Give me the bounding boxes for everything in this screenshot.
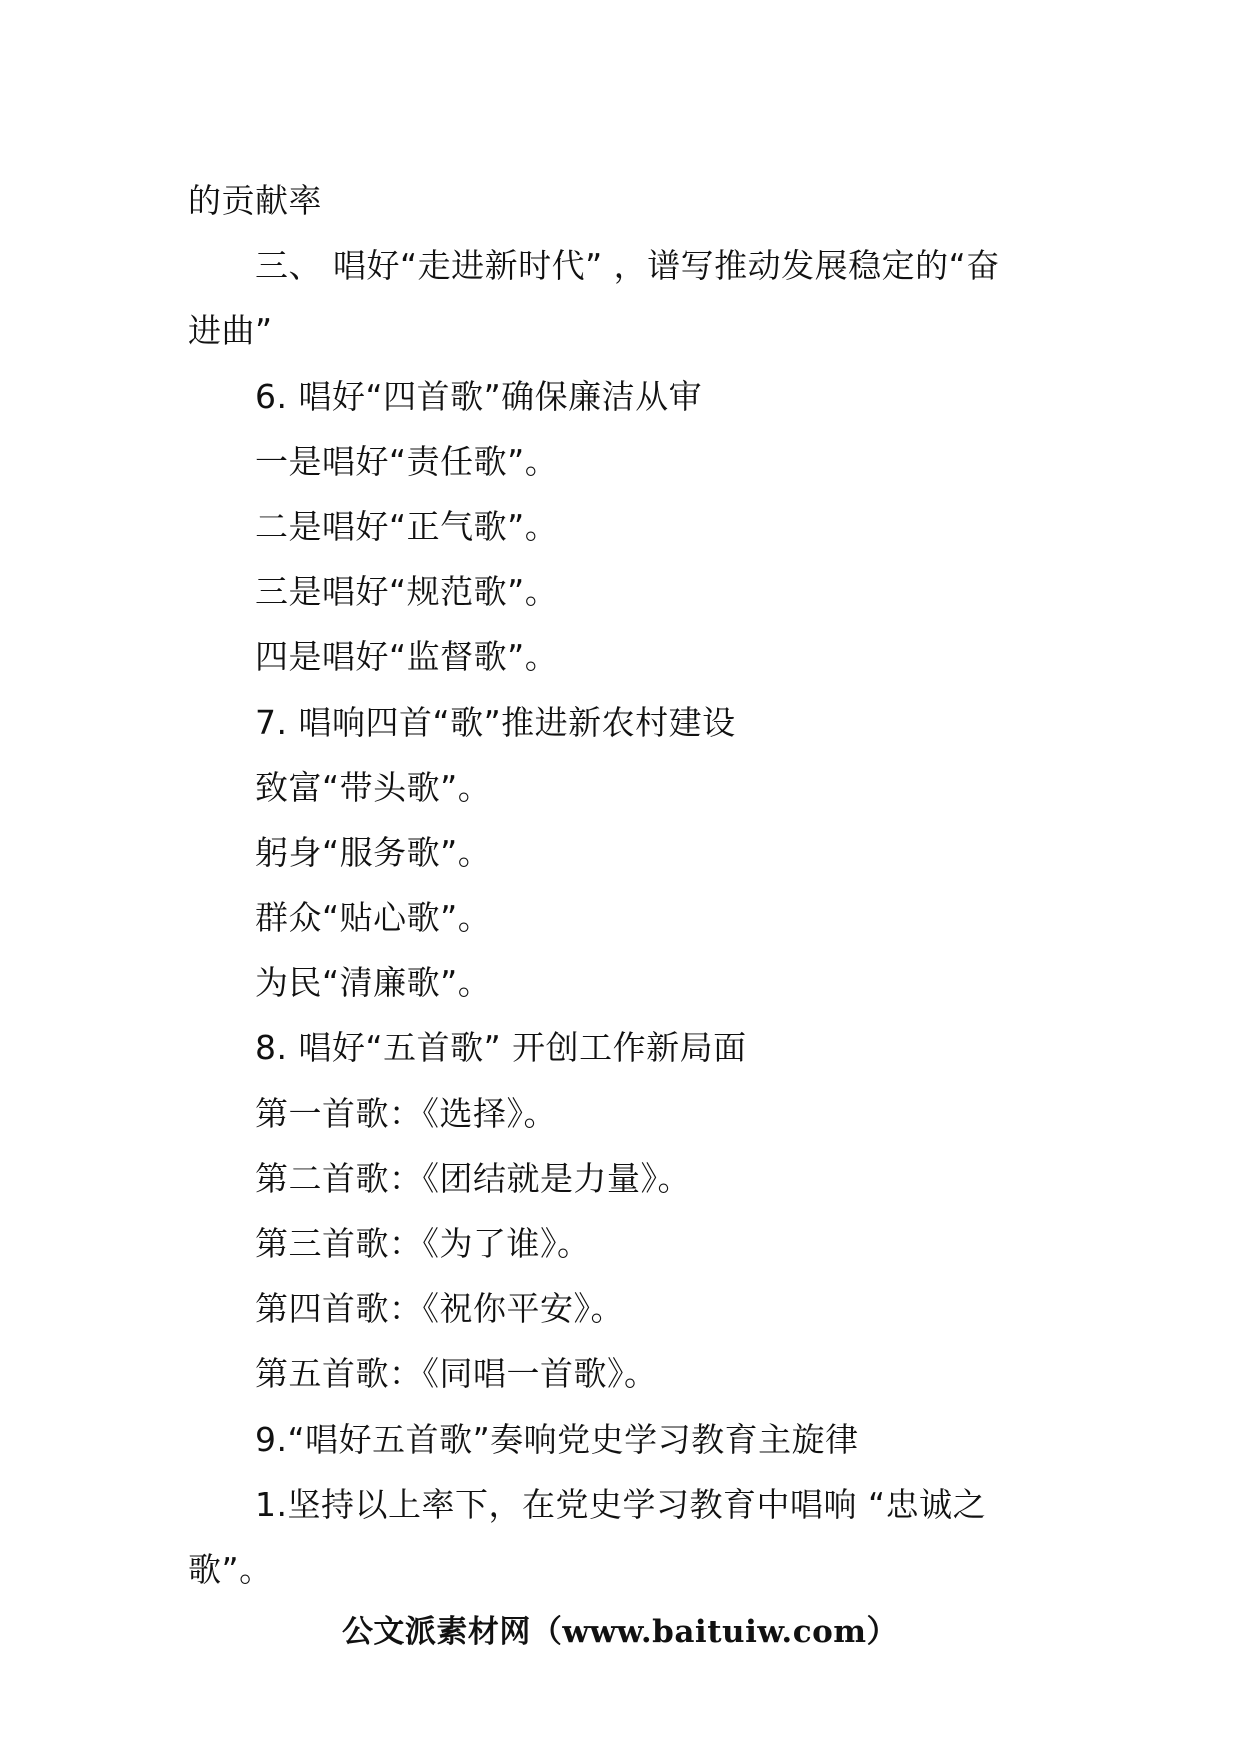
list-item: 第四首歌：《祝你平安》。: [255, 1289, 624, 1329]
item-heading-6: 6. 唱好“四首歌”确保廉洁从审: [255, 376, 703, 416]
list-item: 群众“贴心歌”。: [255, 898, 492, 938]
list-item: 四是唱好“监督歌”。: [255, 637, 559, 677]
list-item: 第三首歌：《为了谁》。: [255, 1224, 591, 1263]
paragraph-line: 歌”。: [188, 1549, 273, 1589]
list-item: 第二首歌：《团结就是力量》。: [255, 1158, 691, 1198]
paragraph-line: 进曲”: [188, 311, 273, 351]
footer-source-credit: 公文派素材网（www.baituiw.com）: [341, 1614, 899, 1650]
list-item: 第五首歌：《同唱一首歌》。: [255, 1354, 658, 1394]
list-item: 二是唱好“正气歌”。: [255, 506, 559, 546]
list-item: 致富“带头歌”。: [255, 767, 492, 807]
list-item: 第一首歌：《选择》。: [255, 1093, 557, 1133]
list-item: 三是唱好“规范歌”。: [255, 572, 559, 612]
item-heading-8: 8. 唱好“五首歌” 开创工作新局面: [255, 1028, 747, 1068]
paragraph-line: 1.坚持以上率下，在党史学习教育中唱响 “忠诚之: [255, 1484, 987, 1524]
paragraph-line: 的贡献率: [188, 181, 322, 220]
list-item: 一是唱好“责任歌”。: [255, 441, 559, 481]
document-body: [188, 168, 1058, 1602]
item-heading-9: 9.“唱好五首歌”奏响党史学习教育主旋律: [255, 1419, 859, 1459]
section-heading-three: 三、 唱好“走进新时代” ，谱写推动发展稳定的“奋: [255, 246, 1000, 286]
list-item: 躬身“服务歌”。: [255, 832, 492, 872]
list-item: 为民“清廉歌”。: [255, 963, 492, 1003]
item-heading-7: 7. 唱响四首“歌”推进新农村建设: [255, 702, 736, 742]
